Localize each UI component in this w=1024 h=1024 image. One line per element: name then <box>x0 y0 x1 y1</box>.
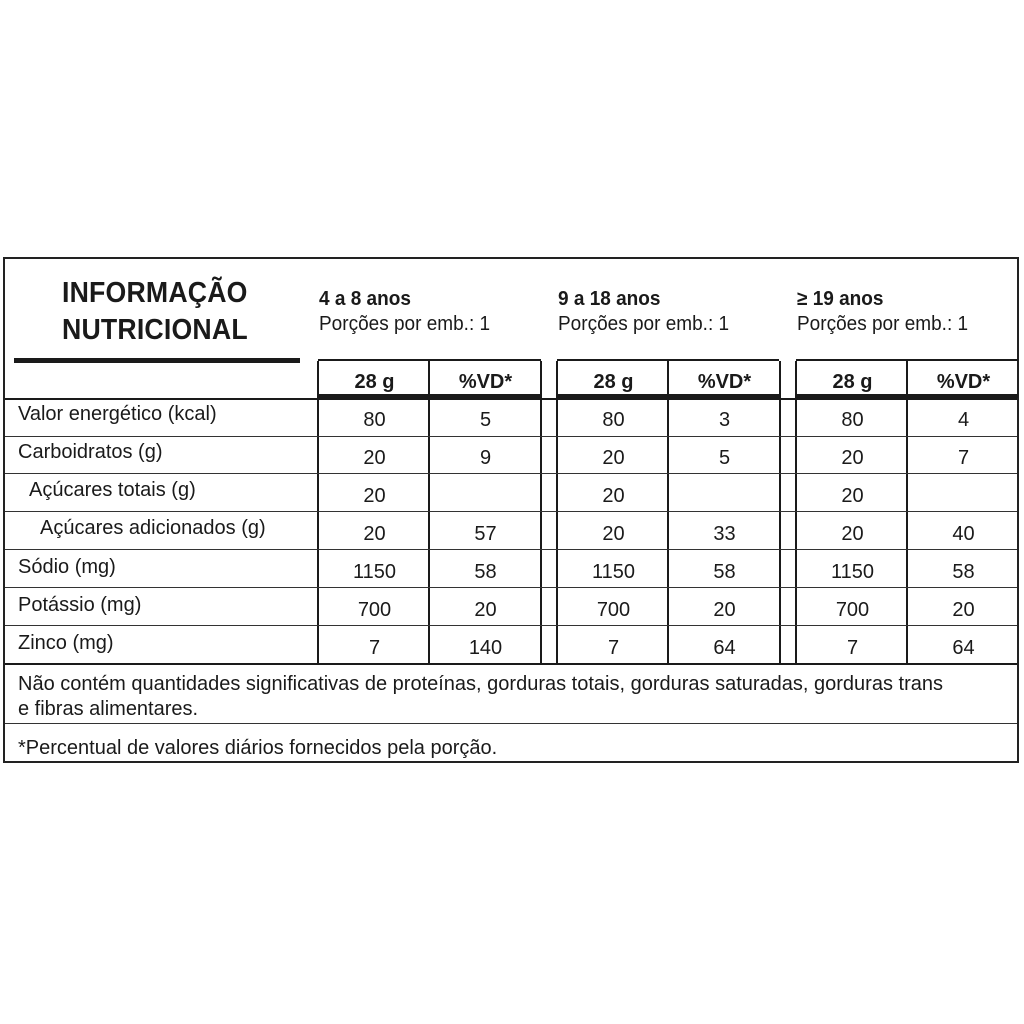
row-divider <box>5 473 1017 474</box>
table-cell: 20 <box>602 523 625 545</box>
table-cell: 20 <box>474 599 497 621</box>
table-cell: 20 <box>841 523 864 545</box>
table-cell: 20 <box>363 447 386 469</box>
row-label-added-sugars: Açúcares adicionados (g) <box>40 517 266 539</box>
row-divider <box>5 511 1017 512</box>
table-cell: 20 <box>841 485 864 507</box>
table-cell: 4 <box>957 409 970 431</box>
table-cell: 700 <box>835 599 870 621</box>
table-cell: 700 <box>596 599 631 621</box>
row-divider <box>5 587 1017 588</box>
table-cell: 3 <box>718 409 731 431</box>
footnote-not-significant-line2: e fibras alimentares. <box>18 698 199 720</box>
group-3-name: ≥ 19 anos <box>797 288 884 310</box>
row-label-sodium: Sódio (mg) <box>18 556 116 578</box>
group-3-vd-header: %VD* <box>936 371 991 393</box>
row-label-carbs: Carboidratos (g) <box>18 441 163 463</box>
row-divider <box>5 549 1017 550</box>
table-cell: 33 <box>713 523 736 545</box>
table-cell: 20 <box>602 485 625 507</box>
row-label-total-sugars: Açúcares totais (g) <box>29 479 196 501</box>
row-divider <box>5 436 1017 437</box>
group-2-vd-header: %VD* <box>697 371 752 393</box>
table-cell: 140 <box>468 637 503 659</box>
table-title-line1: INFORMAÇÃO <box>62 277 248 309</box>
table-cell: 7 <box>846 637 859 659</box>
row-label-potassium: Potássio (mg) <box>18 594 142 616</box>
table-cell: 57 <box>474 523 497 545</box>
table-cell: 80 <box>841 409 864 431</box>
table-cell: 20 <box>363 523 386 545</box>
table-cell: 20 <box>713 599 736 621</box>
table-cell: 1150 <box>830 561 874 583</box>
table-cell: 7 <box>607 637 620 659</box>
footnote-not-significant-line1: Não contém quantidades significativas de proteínas, gorduras totais, gorduras saturadas, gorduras trans <box>18 673 943 695</box>
nutrition-facts-panel <box>3 257 1019 763</box>
table-cell: 80 <box>363 409 386 431</box>
row-divider <box>5 625 1017 626</box>
table-cell: 40 <box>952 523 975 545</box>
table-cell: 7 <box>368 637 381 659</box>
footnote-vd: *Percentual de valores diários fornecidos pela porção. <box>18 737 498 759</box>
group-2-name: 9 a 18 anos <box>558 288 661 310</box>
table-cell: 64 <box>952 637 975 659</box>
group-1-portions: Porções por emb.: 1 <box>319 313 491 335</box>
title-rule <box>14 358 300 363</box>
table-cell: 5 <box>479 409 492 431</box>
table-cell: 5 <box>718 447 731 469</box>
group-2-portions: Porções por emb.: 1 <box>558 313 730 335</box>
table-cell: 1150 <box>352 561 396 583</box>
group-1-vd-header: %VD* <box>458 371 513 393</box>
table-cell: 1150 <box>591 561 635 583</box>
row-label-energy: Valor energético (kcal) <box>18 403 217 425</box>
group-3-portion-header: 28 g <box>832 371 873 393</box>
table-cell: 58 <box>952 561 975 583</box>
table-cell: 64 <box>713 637 736 659</box>
footnote-divider <box>5 723 1017 724</box>
group-2-portion-header: 28 g <box>593 371 634 393</box>
table-cell: 58 <box>713 561 736 583</box>
table-cell: 20 <box>841 447 864 469</box>
table-cell: 20 <box>602 447 625 469</box>
table-cell: 700 <box>357 599 392 621</box>
table-cell: 80 <box>602 409 625 431</box>
row-divider <box>5 398 1017 400</box>
group-3-portions: Porções por emb.: 1 <box>797 313 969 335</box>
row-label-zinc: Zinco (mg) <box>18 632 114 654</box>
row-divider <box>5 663 1017 665</box>
table-cell: 58 <box>474 561 497 583</box>
table-cell: 9 <box>479 447 492 469</box>
group-1-name: 4 a 8 anos <box>319 288 411 310</box>
table-cell: 7 <box>957 447 970 469</box>
table-cell: 20 <box>363 485 386 507</box>
table-cell: 20 <box>952 599 975 621</box>
group-1-portion-header: 28 g <box>354 371 395 393</box>
table-title-line2: NUTRICIONAL <box>62 314 248 346</box>
